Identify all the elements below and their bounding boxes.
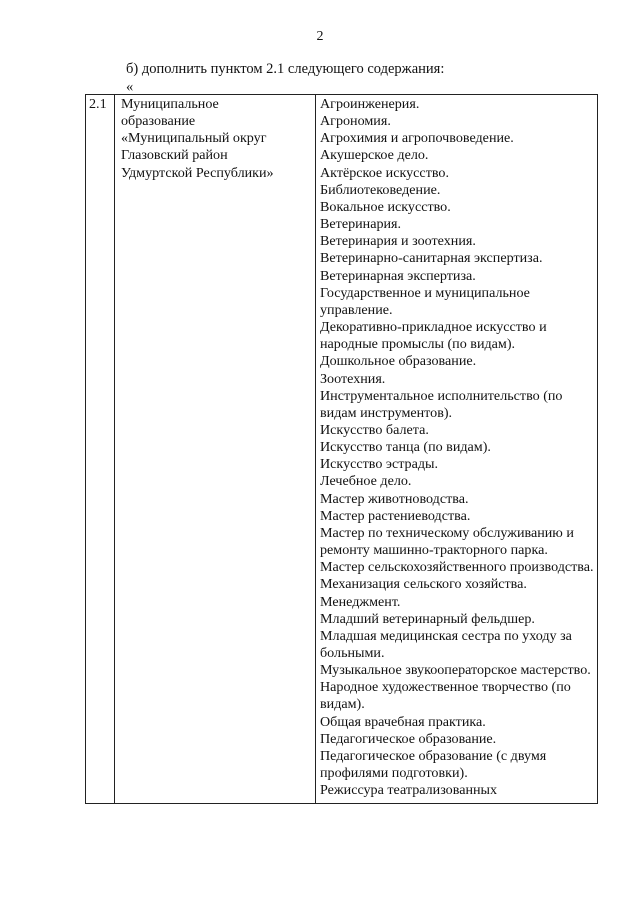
specialty-item: Народное художественное творчество (по видам).: [320, 679, 571, 713]
specialties-table: [85, 94, 598, 804]
specialty-item: Ветеринария и зоотехния.: [320, 233, 476, 250]
municipality-line: образование: [121, 113, 196, 130]
specialty-item: Агрономия.: [320, 113, 391, 130]
specialty-item: Ветеринария.: [320, 216, 402, 233]
specialty-item: Искусство эстрады.: [320, 456, 439, 473]
specialty-item: Менеджмент.: [320, 593, 401, 610]
specialty-item: Педагогическое образование.: [320, 730, 497, 747]
specialty-item: Библиотековедение.: [320, 181, 441, 198]
specialty-item: Механизация сельского хозяйства.: [320, 576, 527, 593]
specialty-item: Ветеринарная экспертиза.: [320, 267, 476, 284]
amendment-intro-text: б) дополнить пунктом 2.1 следующего содержания:: [126, 61, 445, 77]
municipality-line: «Муниципальный округ: [121, 130, 267, 147]
specialty-item: Дошкольное образование.: [320, 353, 477, 370]
specialty-item: Ветеринарно-санитарная экспертиза.: [320, 250, 543, 267]
specialty-item: Агроинженерия.: [320, 96, 420, 112]
specialty-item: Искусство балета.: [320, 421, 429, 438]
specialty-item: Инструментальное исполнительство (по видам инструментов).: [320, 387, 563, 421]
specialty-item: Общая врачебная практика.: [320, 713, 486, 730]
specialties-cell: [316, 95, 598, 804]
specialty-item: Младший ветеринарный фельдшер.: [320, 610, 535, 627]
specialty-item: Музыкальное звукооператорское мастерство.: [320, 662, 591, 679]
specialty-item: Вокальное искусство.: [320, 198, 451, 215]
specialty-item: Младшая медицинская сестра по уходу за больными.: [320, 627, 572, 661]
specialty-item: Мастер по техническому обслуживанию и ремонту машинно-тракторного парка.: [320, 524, 574, 559]
specialty-item: Мастер растениеводства.: [320, 507, 471, 524]
opening-quote-mark: «: [126, 79, 134, 95]
specialty-item: Агрохимия и агропочвоведение.: [320, 130, 514, 147]
page-number: 2: [316, 29, 324, 44]
municipality-line: Муниципальное: [121, 96, 219, 112]
specialty-item: Режиссура театрализованных: [320, 782, 498, 799]
specialty-item: Декоративно-прикладное искусство и народные промыслы (по видам).: [320, 319, 547, 353]
municipality-line: Удмуртской Республики»: [121, 164, 274, 181]
specialty-item: Зоотехния.: [320, 370, 386, 387]
municipality-cell: [115, 95, 316, 804]
specialty-item: Педагогическое образование (с двумя профилями подготовки).: [320, 747, 547, 782]
specialty-item: Государственное и муниципальное управление.: [320, 284, 530, 318]
row-number-cell: [86, 95, 115, 804]
specialty-item: Искусство танца (по видам).: [320, 439, 491, 456]
specialty-item: Лечебное дело.: [320, 473, 412, 490]
specialty-item: Акушерское дело.: [320, 147, 429, 164]
specialty-item: Мастер сельскохозяйственного производства.: [320, 559, 594, 576]
specialty-item: Актёрское искусство.: [320, 164, 449, 181]
row-number: 2.1: [89, 96, 107, 112]
table-row: [86, 95, 598, 804]
municipality-line: Глазовский район: [121, 147, 228, 164]
specialty-item: Мастер животноводства.: [320, 490, 469, 507]
